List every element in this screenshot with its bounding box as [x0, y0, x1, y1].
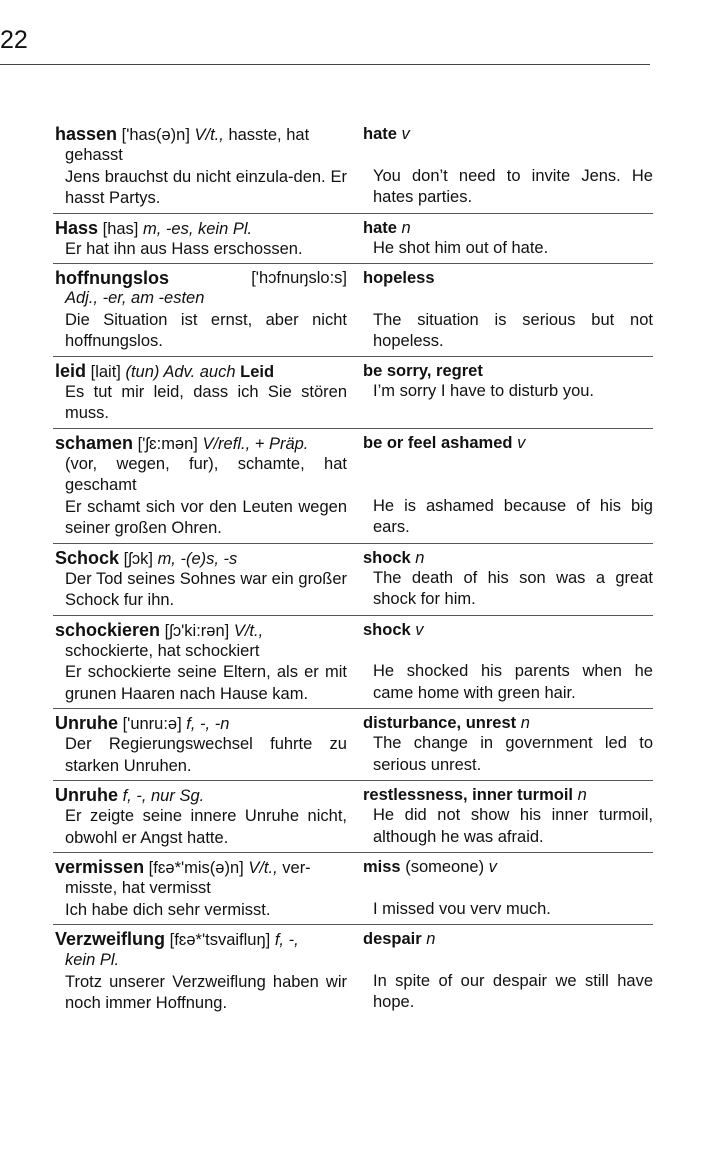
english-example: I missed vou verv much. — [373, 899, 551, 918]
pronunciation: [fɛə*'mis(ə)n] — [148, 859, 244, 877]
english-grammar: n — [401, 218, 411, 237]
pronunciation: [has] — [102, 219, 139, 238]
pronunciation: ['unru:ə] — [122, 715, 182, 733]
grammar: V/refl., + Präp. — [202, 434, 309, 453]
headword: leid — [55, 360, 87, 381]
translation: disturbance, unrest — [363, 714, 517, 732]
german-example: Er zeigte seine innere Unruhe nicht, obwohl er Angst hatte. — [65, 807, 347, 847]
forms: Leid — [240, 362, 275, 381]
english-column — [347, 857, 653, 921]
german-column — [53, 124, 347, 210]
pronunciation: [ʃɔk] — [123, 549, 153, 568]
translation: be or feel ashamed — [363, 433, 513, 452]
page-number: 22 — [0, 26, 28, 54]
english-column — [347, 433, 653, 540]
entry-schock — [53, 544, 653, 616]
english-example: The situation is serious but not hopeless. — [373, 310, 653, 350]
grammar: V/t., — [194, 126, 224, 144]
german-column — [53, 218, 347, 261]
english-example: You don’t need to invite Jens. He hates parties. — [373, 166, 653, 206]
translation: hate — [363, 218, 397, 237]
headword: schockieren — [55, 619, 161, 640]
german-example: Ich habe dich sehr vermisst. — [65, 900, 271, 919]
translation: hopeless — [363, 269, 435, 287]
entry-verzweiflung — [53, 925, 653, 1018]
entry-schockieren — [53, 616, 653, 710]
english-grammar: v — [517, 433, 526, 452]
german-example: Der Regierungswechsel fuhrte zu starken Unruhen. — [65, 735, 347, 775]
english-example: He shot him out of hate. — [373, 238, 549, 257]
headword: hoffnungslos — [55, 268, 169, 288]
forms-continuation: Adj., -er, am -esten — [65, 289, 205, 307]
headword: hassen — [55, 124, 118, 144]
english-grammar: n — [520, 714, 530, 732]
forms-continuation: gehasst — [65, 146, 123, 164]
german-column — [53, 433, 347, 540]
forms: ver- — [282, 859, 311, 877]
english-example: He shocked his parents when he came home with green hair. — [373, 662, 653, 702]
translation: shock — [363, 548, 411, 567]
english-column — [347, 361, 653, 425]
entry-vermissen — [53, 853, 653, 925]
entry-hassen — [53, 118, 653, 214]
translation: miss — [363, 858, 401, 876]
english-grammar: v — [401, 125, 410, 143]
german-example: Der Tod seines Sohnes war ein großer Schock fur ihn. — [65, 569, 347, 609]
english-column — [347, 929, 653, 1015]
english-grammar: n — [415, 548, 425, 567]
entry-unruhe-turmoil — [53, 781, 653, 853]
english-column — [347, 620, 653, 706]
english-example: The death of his son was a great shock for him. — [373, 568, 653, 608]
english-column — [347, 268, 653, 353]
pronunciation: [lait] — [90, 362, 121, 381]
german-column — [53, 361, 347, 425]
english-grammar: v — [488, 858, 497, 876]
grammar: m, -(e)s, -s — [157, 549, 238, 568]
headword: schamen — [55, 432, 134, 453]
german-column — [53, 268, 347, 353]
english-example: I’m sorry I have to disturb you. — [373, 381, 595, 400]
dictionary-entries — [53, 118, 653, 1018]
german-example: Es tut mir leid, dass ich Sie stören muss. — [65, 382, 347, 422]
english-example: He did not show his inner turmoil, although he was afraid. — [373, 806, 653, 846]
grammar: V/t., — [233, 621, 264, 640]
translation: restlessness, inner turmoil — [363, 786, 573, 804]
headword: Hass — [55, 217, 99, 238]
headword: Verzweiflung — [55, 929, 166, 949]
header-rule — [0, 64, 650, 65]
translation: hate — [363, 125, 397, 143]
english-column — [347, 713, 653, 777]
entry-hoffnungslos — [53, 264, 653, 357]
german-column — [53, 548, 347, 612]
grammar: V/t., — [248, 859, 278, 877]
pronunciation: ['ʃɛ:mən] — [137, 434, 198, 453]
forms-continuation: (vor, wegen, fur), schamte, hat geschamt — [65, 454, 347, 494]
translation: be sorry, regret — [363, 361, 483, 380]
entry-leid — [53, 357, 653, 429]
grammar: m, -es, kein Pl. — [143, 219, 253, 238]
pronunciation: ['hɔfnuŋslo:s] — [251, 269, 347, 287]
english-example: He is ashamed because of his big ears. — [373, 496, 653, 536]
entry-unruhe-unrest — [53, 709, 653, 781]
entry-hass — [53, 214, 653, 265]
german-example: Trotz unserer Verzweiflung haben wir noch immer Hoffnung. — [65, 972, 347, 1012]
forms-continuation: schockierte, hat schockiert — [65, 641, 260, 660]
forms-continuation: misste, hat vermisst — [65, 879, 211, 897]
german-column — [53, 785, 347, 849]
german-column — [53, 620, 347, 706]
translation: despair — [363, 930, 422, 948]
german-example: Die Situation ist ernst, aber nicht hoffnungslos. — [65, 310, 347, 350]
forms: hasste, hat — [228, 126, 310, 144]
german-example: Er hat ihn aus Hass erschossen. — [65, 239, 303, 258]
german-column — [53, 857, 347, 921]
translation: shock — [363, 620, 411, 639]
headword: Schock — [55, 547, 120, 568]
german-column — [53, 713, 347, 777]
entry-schamen — [53, 429, 653, 544]
headword: vermissen — [55, 857, 145, 877]
german-example: Er schamt sich vor den Leuten wegen seiner großen Ohren. — [65, 497, 347, 537]
english-grammar: n — [426, 930, 436, 948]
forms-continuation: kein Pl. — [65, 951, 120, 969]
pronunciation: [ʃɔ'ki:rən] — [164, 621, 230, 640]
german-example: Jens brauchst du nicht einzula-den. Er hasst Partys. — [65, 167, 347, 207]
english-grammar: n — [577, 786, 587, 804]
pronunciation: ['has(ə)n] — [121, 126, 190, 144]
grammar: f, -, -n — [186, 715, 230, 733]
grammar: (tun) Adv. auch — [125, 362, 236, 381]
headword: Unruhe — [55, 785, 118, 805]
grammar: f, -, nur Sg. — [122, 787, 205, 805]
german-column — [53, 929, 347, 1015]
english-column — [347, 785, 653, 849]
english-example: In spite of our despair we still have hope. — [373, 971, 653, 1011]
grammar: f, -, — [274, 931, 299, 949]
english-example: The change in government led to serious unrest. — [373, 734, 653, 774]
pronunciation: [fɛə*'tsvaifluŋ] — [169, 931, 271, 949]
english-column — [347, 218, 653, 261]
english-grammar: v — [415, 620, 424, 639]
english-note: (someone) — [405, 858, 485, 876]
english-column — [347, 124, 653, 210]
headword: Unruhe — [55, 713, 118, 733]
english-column — [347, 548, 653, 612]
german-example: Er schockierte seine Eltern, als er mit grunen Haaren nach Hause kam. — [65, 663, 347, 703]
